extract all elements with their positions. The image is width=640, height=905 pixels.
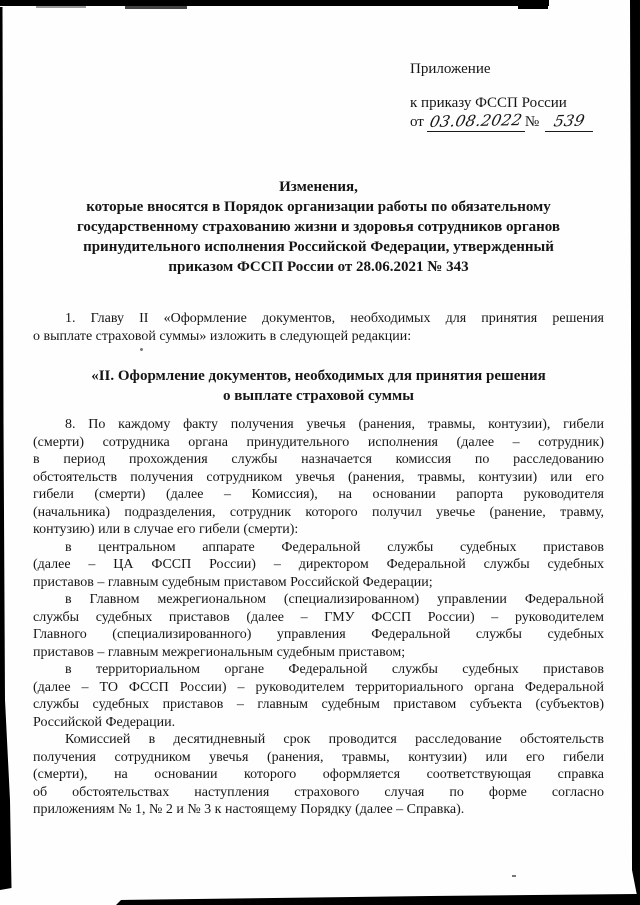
body-line: в территориальном органе Федеральной службы судебных приставов xyxy=(65,662,604,677)
body-line: (смерти) сотрудника органа принудительного исполнения (далее – сотрудник) xyxy=(33,434,604,450)
body-text xyxy=(33,416,604,819)
body-line: (смерти), на основании которого оформляется соответствующая справка xyxy=(33,767,604,782)
body-line: Российской Федерации. xyxy=(33,714,176,730)
appendix-label: Приложение xyxy=(410,61,491,77)
body-line: 8. По каждому факту получения увечья (ранения, травмы, контузии), гибели xyxy=(65,417,604,432)
body-line: Главного (специализированного) управления Федеральной службы судебных xyxy=(33,627,604,642)
title-line: приказом ФССП России от 28.06.2021 № 343 xyxy=(168,259,469,275)
body-line: Комиссией в десятидневный срок проводится расследование обстоятельств xyxy=(65,732,604,747)
title-line: которые вносятся в Порядок организации работы по обязательному xyxy=(86,199,551,215)
body-line: приложениям № 1, № 2 и № 3 к настоящему Порядку (далее – Справка). xyxy=(33,802,465,817)
handwritten-date: 03.08.2022 xyxy=(428,111,524,131)
scan-edge-bottom xyxy=(0,891,640,905)
body-line: в период прохождения службы назначается комиссия по расследованию xyxy=(33,452,604,467)
chapter-heading xyxy=(33,366,604,406)
scan-speck xyxy=(512,875,516,877)
body-line: обстоятельств получения сотрудником увечья (ранения, травмы, контузии) или его xyxy=(33,469,604,485)
scan-edge-top-blob xyxy=(518,0,548,9)
body-line: (начальника) подразделения, сотрудник которого получил увечье (ранение, травму, xyxy=(33,504,604,520)
body-line: получения сотрудником увечья (ранения, травмы, контузии) или его гибели xyxy=(33,749,604,765)
scan-edge-top-shadow2 xyxy=(36,6,86,8)
title-line: Изменения, xyxy=(279,179,358,195)
title-line: государственному страхованию жизни и здоровья сотрудников органов xyxy=(76,219,561,235)
scan-edge-right xyxy=(628,0,640,905)
number-underline xyxy=(545,111,593,132)
order-reference: к приказу ФССП России xyxy=(410,95,567,111)
body-line: службы судебных приставов – главным судебным приставом субъекта (субъектов) xyxy=(33,697,604,712)
body-line: об обстоятельствах наступления страхового случая по форме согласно xyxy=(33,784,604,800)
body-line: в Главном межрегиональном (специализированном) управлении Федеральной xyxy=(65,592,604,607)
order-date-number-line xyxy=(410,111,593,132)
body-line: приставов – главным судебным приставом Российской Федерации; xyxy=(33,574,433,590)
intro-line: 1. Главу II «Оформление документов, необходимых для принятия решения xyxy=(65,311,604,326)
body-line: (далее – ЦА ФССП России) – директором Федеральной службы судебных xyxy=(33,557,604,572)
date-underline xyxy=(427,111,525,132)
intro-line: о выплате страховой суммы» изложить в следующей редакции: xyxy=(33,328,412,344)
chapter-heading-line: «II. Оформление документов, необходимых для принятия решения xyxy=(91,368,546,384)
body-line: гибели (смерти) (далее – Комиссия), на основании рапорта руководителя xyxy=(33,487,604,502)
body-line: приставов – главным межрегиональным судебным приставом; xyxy=(33,644,406,660)
scan-edge-left xyxy=(0,0,12,905)
chapter-heading-line: о выплате страховой суммы xyxy=(223,388,414,404)
scan-speck xyxy=(140,348,143,351)
number-sign: № xyxy=(524,114,540,130)
intro-paragraph xyxy=(33,310,604,345)
from-label: от xyxy=(410,114,424,130)
body-line: (далее – ТО ФССП России) – руководителем территориального органа Федеральной xyxy=(33,679,604,695)
body-line: контузию) или в случае его гибели (смерти): xyxy=(33,522,299,537)
handwritten-number: 539 xyxy=(552,111,587,131)
body-line: службы судебных приставов (далее – ГМУ ФССП России) – руководителем xyxy=(33,609,604,625)
scan-edge-top-shadow xyxy=(125,6,187,9)
document-title xyxy=(33,177,604,277)
title-line: принудительного исполнения Российской Федерации, утвержденный xyxy=(83,239,554,255)
body-line: в центральном аппарате Федеральной службы судебных приставов xyxy=(65,539,604,555)
